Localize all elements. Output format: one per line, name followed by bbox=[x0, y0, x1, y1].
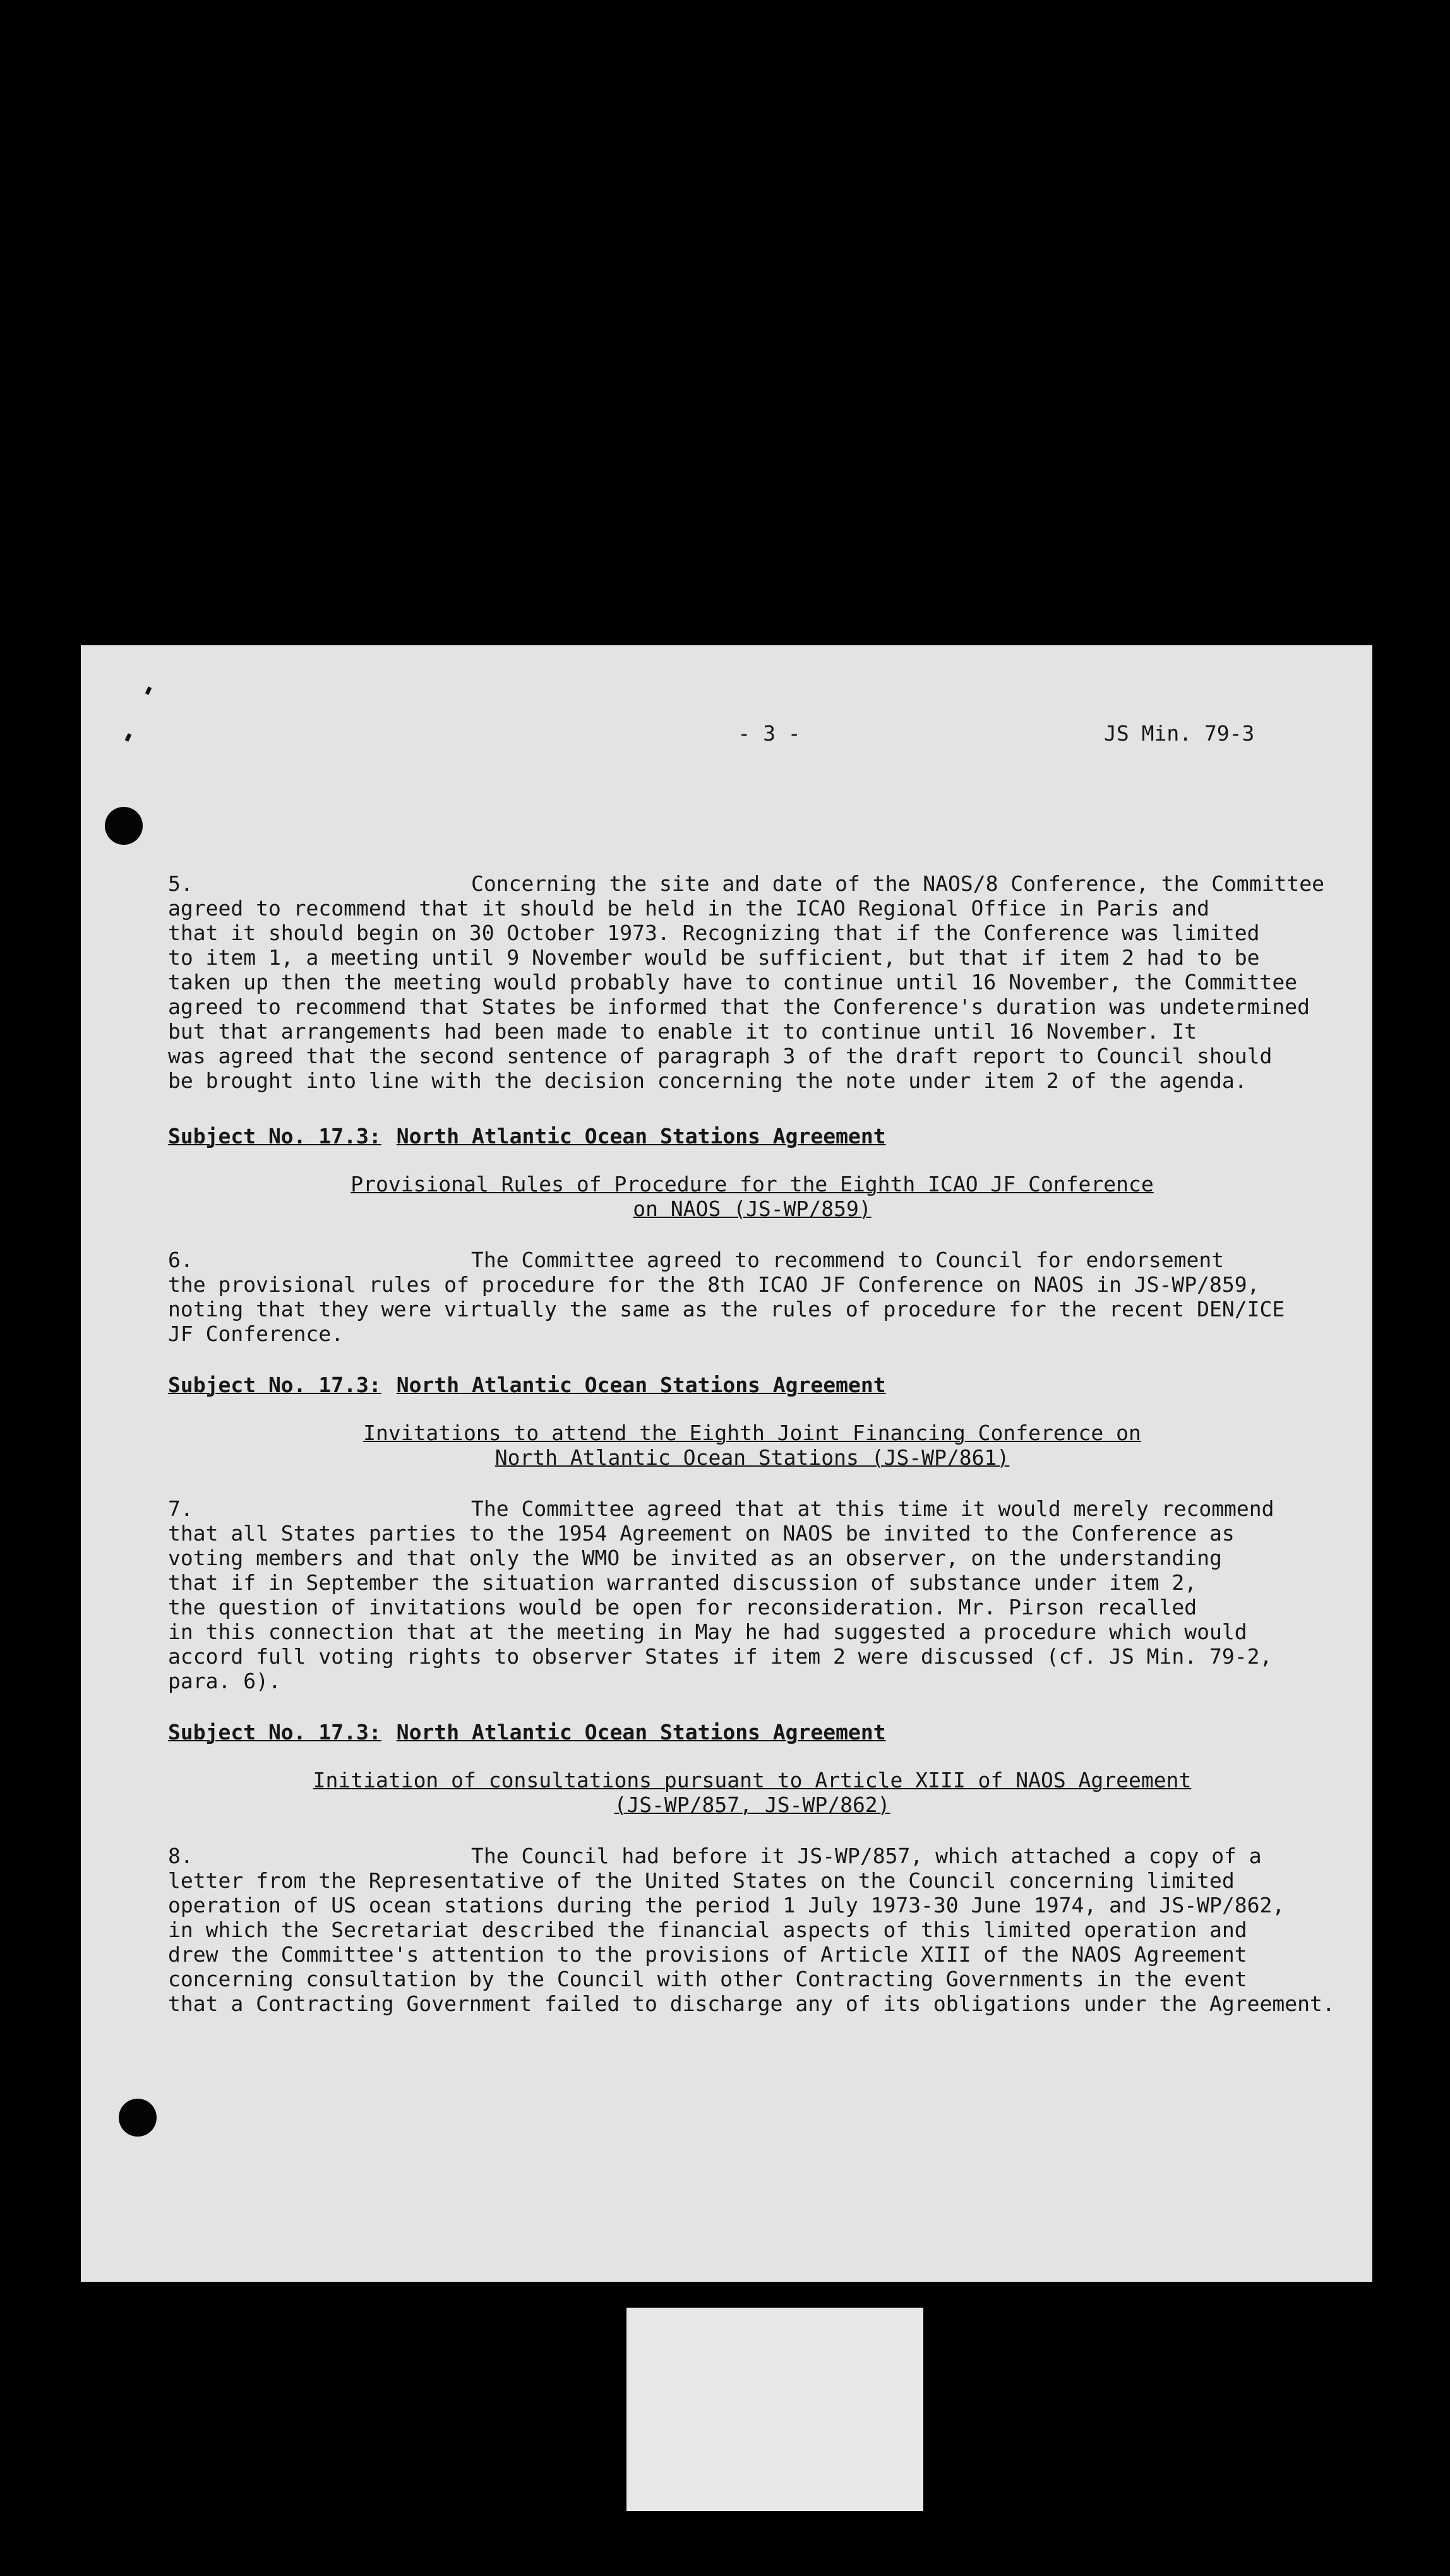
paragraph-line: the provisional rules of procedure for the 8th ICAO JF Conference on NAOS in JS-WP/859, bbox=[168, 1272, 1260, 1297]
section-title-line: Provisional Rules of Procedure for the Eighth ICAO JF Conference bbox=[351, 1172, 1154, 1196]
paragraph-line: The Council had before it JS-WP/857, which attached a copy of a bbox=[471, 1844, 1262, 1868]
paragraph-first-line bbox=[168, 1248, 1336, 1272]
paragraph-7 bbox=[168, 1496, 1336, 1693]
paragraph-6 bbox=[168, 1248, 1336, 1346]
paragraph-line: was agreed that the second sentence of paragraph 3 of the draft report to Council should bbox=[168, 1044, 1273, 1068]
paragraph-line: the question of invitations would be open for reconsideration. Mr. Pirson recalled bbox=[168, 1595, 1197, 1619]
section-title-line: North Atlantic Ocean Stations (JS-WP/861) bbox=[494, 1445, 1010, 1470]
blank-slip bbox=[626, 2308, 923, 2511]
paragraph-first-line bbox=[168, 1844, 1336, 1868]
paragraph-line: The Committee agreed that at this time it would merely recommend bbox=[471, 1496, 1274, 1521]
paragraph-first-line bbox=[168, 1496, 1336, 1521]
punch-hole-bottom bbox=[119, 2099, 157, 2137]
paragraph-line: to item 1, a meeting until 9 November would be sufficient, but that if item 2 had to be bbox=[168, 945, 1260, 970]
paragraph-line: that all States parties to the 1954 Agreement on NAOS be invited to the Conference as bbox=[168, 1521, 1235, 1546]
page-number: - 3 - bbox=[738, 721, 801, 746]
paragraph-line: accord full voting rights to observer States if item 2 were discussed (cf. JS Min. 79-2, bbox=[168, 1644, 1273, 1669]
paragraph-line: be brought into line with the decision concerning the note under item 2 of the agenda. bbox=[168, 1068, 1247, 1093]
paragraph-line: that a Contracting Government failed to discharge any of its obligations under the Agreement. bbox=[168, 1991, 1335, 2016]
paragraph-line: Concerning the site and date of the NAOS/8 Conference, the Committee bbox=[471, 871, 1325, 896]
paragraph-number: 5. bbox=[168, 871, 193, 896]
subject-title: North Atlantic Ocean Stations Agreement bbox=[396, 1720, 886, 1744]
paragraph-line: in which the Secretariat described the financial aspects of this limited operation and bbox=[168, 1917, 1247, 1942]
scan-mark bbox=[145, 686, 152, 695]
paragraph-line: operation of US ocean stations during the period 1 July 1973-30 June 1974, and JS-WP/862, bbox=[168, 1893, 1285, 1917]
paragraph-number: 8. bbox=[168, 1844, 193, 1868]
section-title-line: (JS-WP/857, JS-WP/862) bbox=[614, 1792, 890, 1817]
paragraph-line: taken up then the meeting would probably have to continue until 16 November, the Committee bbox=[168, 970, 1298, 994]
subject-heading bbox=[168, 1720, 886, 1744]
paragraph-line: para. 6). bbox=[168, 1669, 281, 1693]
paragraph-line: agreed to recommend that it should be held in the ICAO Regional Office in Paris and bbox=[168, 896, 1210, 921]
paragraph-number: 6. bbox=[168, 1248, 193, 1272]
paragraph-line: drew the Committee's attention to the provisions of Article XIII of the NAOS Agreement bbox=[168, 1942, 1247, 1967]
paragraph-line: JF Conference. bbox=[168, 1321, 344, 1346]
paragraph-number: 7. bbox=[168, 1496, 193, 1521]
paragraph-line: voting members and that only the WMO be invited as an observer, on the understanding bbox=[168, 1546, 1222, 1570]
section-title-line: Initiation of consultations pursuant to Article XIII of NAOS Agreement bbox=[313, 1768, 1192, 1792]
scan-mark bbox=[125, 733, 132, 741]
paragraph-first-line bbox=[168, 871, 1336, 896]
document-reference: JS Min. 79-3 bbox=[1104, 721, 1255, 746]
paragraph-line: in this connection that at the meeting in May he had suggested a procedure which would bbox=[168, 1619, 1247, 1644]
paragraph-line: noting that they were virtually the same as the rules of procedure for the recent DEN/ICE bbox=[168, 1297, 1285, 1321]
subject-heading bbox=[168, 1124, 886, 1148]
subject-title: North Atlantic Ocean Stations Agreement bbox=[396, 1124, 886, 1148]
paragraph-line: that it should begin on 30 October 1973. Recognizing that if the Conference was limited bbox=[168, 921, 1260, 945]
section-title-line: Invitations to attend the Eighth Joint Financing Conference on bbox=[363, 1421, 1141, 1445]
section-title bbox=[168, 1172, 1336, 1221]
paragraph-line: that if in September the situation warranted discussion of substance under item 2, bbox=[168, 1570, 1197, 1595]
section-title-line: on NAOS (JS-WP/859) bbox=[633, 1196, 872, 1221]
paragraph-line: letter from the Representative of the United States on the Council concerning limited bbox=[168, 1868, 1235, 1893]
paragraph-line: but that arrangements had been made to enable it to continue until 16 November. It bbox=[168, 1019, 1197, 1044]
document-page bbox=[81, 645, 1372, 2282]
subject-label: Subject No. 17.3: bbox=[168, 1124, 381, 1148]
paragraph-line: agreed to recommend that States be informed that the Conference's duration was undetermined bbox=[168, 994, 1310, 1019]
section-title bbox=[168, 1421, 1336, 1470]
section-title bbox=[168, 1768, 1336, 1817]
subject-label: Subject No. 17.3: bbox=[168, 1373, 381, 1397]
subject-label: Subject No. 17.3: bbox=[168, 1720, 381, 1744]
paragraph-8 bbox=[168, 1844, 1336, 2016]
paragraph-5 bbox=[168, 871, 1336, 1093]
subject-title: North Atlantic Ocean Stations Agreement bbox=[396, 1373, 886, 1397]
paragraph-line: The Committee agreed to recommend to Council for endorsement bbox=[471, 1248, 1225, 1272]
punch-hole-top bbox=[105, 807, 143, 845]
paragraph-line: concerning consultation by the Council with other Contracting Governments in the event bbox=[168, 1967, 1247, 1991]
subject-heading bbox=[168, 1373, 886, 1397]
